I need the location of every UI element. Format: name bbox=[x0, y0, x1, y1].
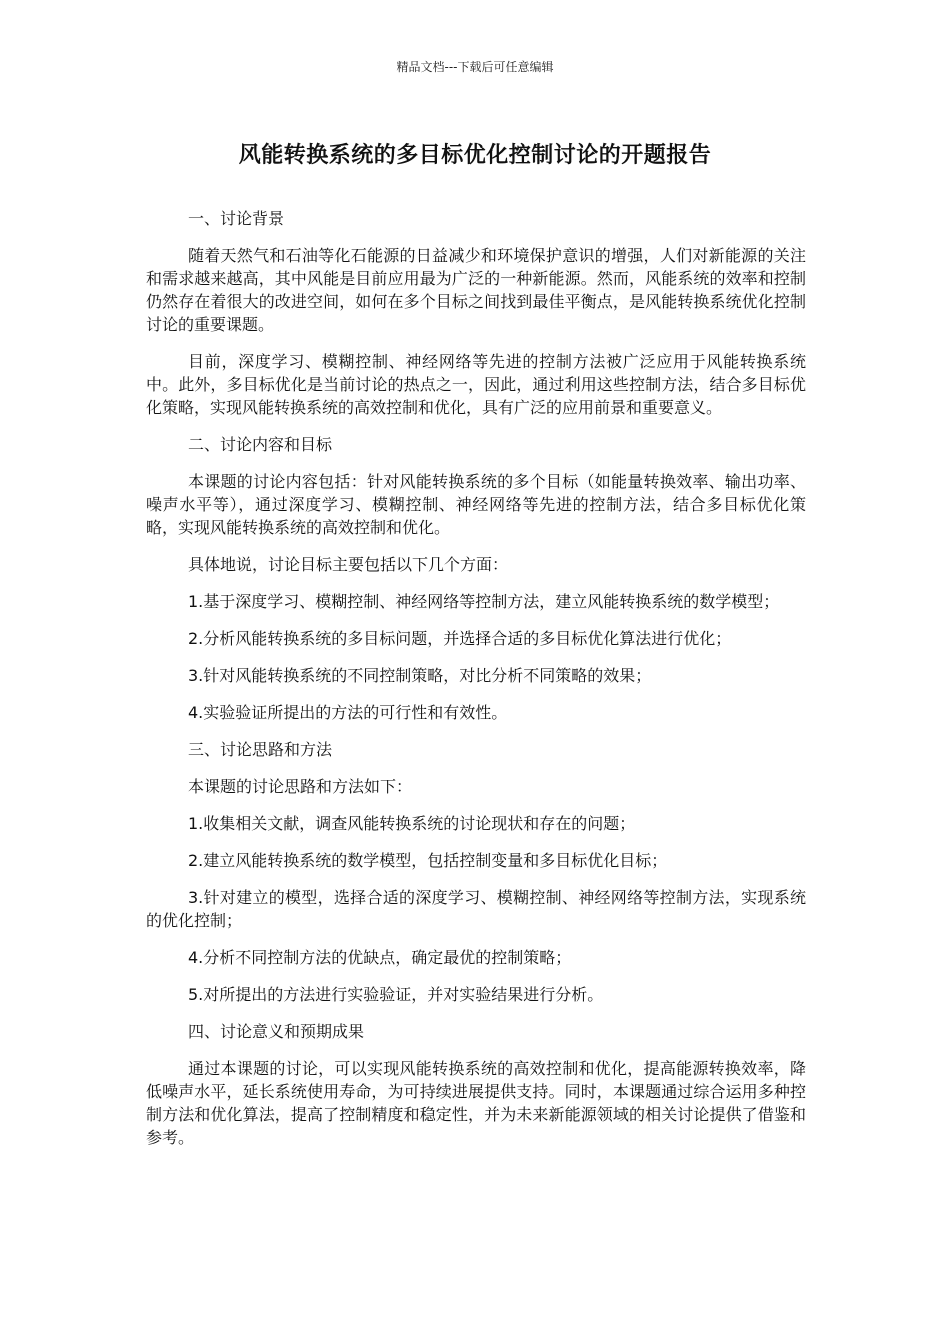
section-heading-background: 一、讨论背景 bbox=[188, 209, 285, 228]
paragraph: 通过本课题的讨论，可以实现风能转换系统的高效控制和优化，提高能源转换效率，降低噪声水平，延长系统使用寿命，为可持续进展提供支持。同时，本课题通过综合运用多种控制方法和优化算法，提高了控制精度和稳定性，并为未来新能源领域的相关讨论提供了借鉴和参考。 bbox=[146, 1059, 806, 1147]
paragraph: 本课题的讨论内容包括：针对风能转换系统的多个目标（如能量转换效率、输出功率、噪声水平等），通过深度学习、模糊控制、神经网络等先进的控制方法，结合多目标优化策略，实现风能转换系统的高效控制和优化。 bbox=[146, 472, 806, 537]
list-item: 3.针对风能转换系统的不同控制策略，对比分析不同策略的效果； bbox=[188, 666, 652, 685]
list-item: 2.分析风能转换系统的多目标问题，并选择合适的多目标优化算法进行优化； bbox=[188, 629, 732, 648]
paragraph: 本课题的讨论思路和方法如下： bbox=[188, 777, 413, 796]
section-heading-significance: 四、讨论意义和预期成果 bbox=[188, 1022, 365, 1041]
list-item: 5.对所提出的方法进行实验验证，并对实验结果进行分析。 bbox=[188, 985, 604, 1004]
paragraph: 具体地说，讨论目标主要包括以下几个方面： bbox=[188, 555, 509, 574]
list-item: 3.针对建立的模型，选择合适的深度学习、模糊控制、神经网络等控制方法，实现系统的优化控制； bbox=[146, 888, 806, 930]
section-heading-content-goals: 二、讨论内容和目标 bbox=[188, 435, 333, 454]
list-item: 4.实验验证所提出的方法的可行性和有效性。 bbox=[188, 703, 508, 722]
header-note: 精品文档---下载后可任意编辑 bbox=[396, 60, 554, 74]
section-heading-methods: 三、讨论思路和方法 bbox=[188, 740, 333, 759]
list-item: 1.收集相关文献，调查风能转换系统的讨论现状和存在的问题； bbox=[188, 814, 636, 833]
list-item: 4.分析不同控制方法的优缺点，确定最优的控制策略； bbox=[188, 948, 572, 967]
document-body bbox=[146, 207, 806, 1163]
list-item: 1.基于深度学习、模糊控制、神经网络等控制方法，建立风能转换系统的数学模型； bbox=[188, 592, 780, 611]
document-title: 风能转换系统的多目标优化控制讨论的开题报告 bbox=[238, 143, 712, 168]
list-item: 2.建立风能转换系统的数学模型，包括控制变量和多目标优化目标； bbox=[188, 851, 668, 870]
paragraph: 随着天然气和石油等化石能源的日益减少和环境保护意识的增强，人们对新能源的关注和需求越来越高，其中风能是目前应用最为广泛的一种新能源。然而，风能系统的效率和控制仍然存在着很大的改进空间，如何在多个目标之间找到最佳平衡点，是风能转换系统优化控制讨论的重要课题。 bbox=[146, 246, 806, 334]
paragraph: 目前，深度学习、模糊控制、神经网络等先进的控制方法被广泛应用于风能转换系统中。此外，多目标优化是当前讨论的热点之一，因此，通过利用这些控制方法，结合多目标优化策略，实现风能转换系统的高效控制和优化，具有广泛的应用前景和重要意义。 bbox=[146, 352, 806, 417]
